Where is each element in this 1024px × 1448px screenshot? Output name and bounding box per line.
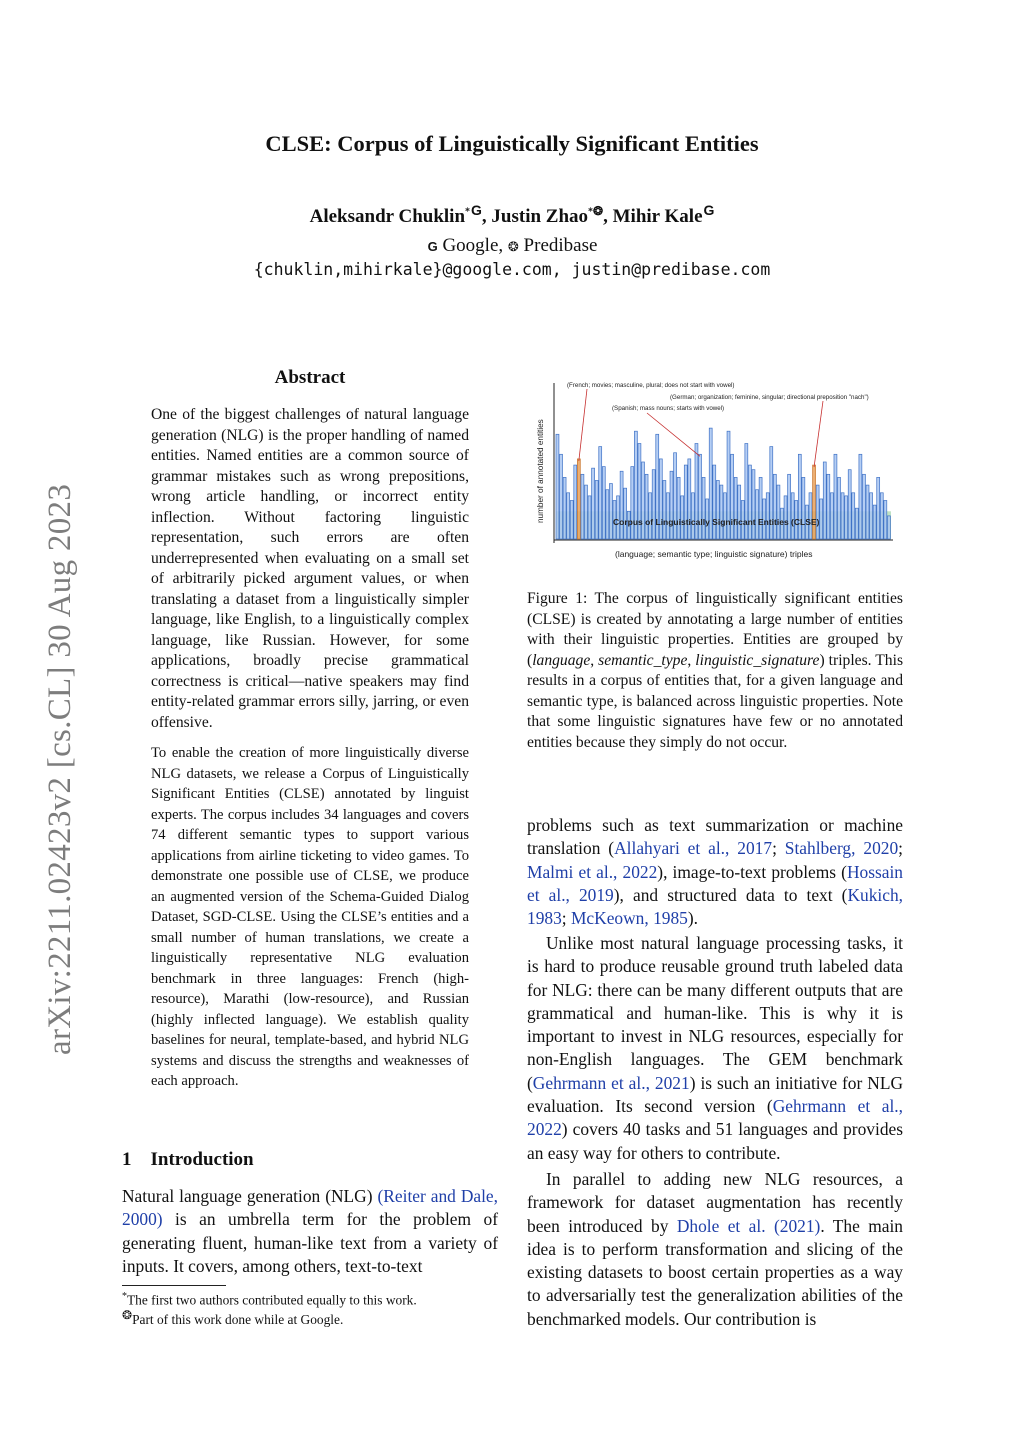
bar <box>841 493 844 539</box>
footnote-text: The first two authors contributed equally to this work. <box>127 1292 417 1308</box>
bar <box>663 480 666 539</box>
y-axis-label: number of annotated entities <box>536 419 545 523</box>
bar <box>691 493 694 539</box>
bar <box>759 477 762 539</box>
author-name: Aleksandr Chuklin <box>309 206 466 227</box>
bar <box>748 465 751 539</box>
text-run: In parallel to adding new NLG resources, a framework for dataset augmentation has recently been introduced by <box>527 1169 903 1236</box>
equal-contribution-mark: * <box>588 206 594 218</box>
text-run: problems such as text summarization or machine translation ( <box>527 815 903 859</box>
bar <box>624 488 627 539</box>
bar <box>870 493 873 539</box>
bar <box>823 462 826 539</box>
text-run: ; <box>772 838 785 859</box>
bar <box>649 493 652 539</box>
bar <box>702 477 705 539</box>
bar <box>581 474 584 539</box>
clse-bar-chart <box>527 375 903 565</box>
bar <box>788 474 791 539</box>
annotation-leader-line <box>814 401 823 467</box>
bar <box>677 477 680 539</box>
bar <box>791 493 794 539</box>
equal-contribution-mark: * <box>465 206 471 218</box>
bar <box>887 516 890 539</box>
bar <box>809 493 812 539</box>
bar <box>570 501 573 540</box>
bar <box>777 485 780 539</box>
bar <box>716 480 719 539</box>
bar <box>838 477 841 539</box>
bar <box>859 454 862 539</box>
text-run: is an umbrella term for the problem of generating fluent, human-like text from a variety of inputs. It covers, among others, text-to-text <box>122 1209 498 1276</box>
footnote <box>122 1291 502 1308</box>
bar <box>862 474 865 539</box>
text-run: ), and structured data to text ( <box>613 884 848 905</box>
text-run: ; <box>898 838 904 859</box>
annotation-label: (French; movies; masculine, plural; does not start with vowel) <box>567 382 735 389</box>
bar <box>766 493 769 539</box>
bar <box>720 485 723 539</box>
citation-link[interactable]: Kukich, 1983 <box>527 884 903 929</box>
annotation-leader-line <box>647 413 700 456</box>
bar <box>756 490 759 539</box>
author-separator: , <box>481 206 492 227</box>
citation-link[interactable]: Gehrmann et al., 2021 <box>532 1072 690 1093</box>
author-name: Mihir Kale <box>612 206 703 227</box>
figure-1 <box>527 375 903 565</box>
paper-title: CLSE: Corpus of Linguistically Significant Entities <box>265 131 759 156</box>
bar <box>556 434 559 539</box>
author-emails: {chuklin,mihirkale}@google.com, justin@predibase.com <box>253 260 771 279</box>
abstract-heading: Abstract <box>274 367 346 388</box>
citation-link[interactable]: Malmi et al., 2022 <box>527 861 658 882</box>
bar <box>713 465 716 539</box>
body-paragraph <box>527 932 903 1165</box>
abstract-paragraph: One of the biggest challenges of natural language generation (NLG) is the proper handling of named entities. Named entities are a common source of grammar mistakes such as wrong prepositions, wrong article handling, or incorrect entity inflection. Without factoring linguistic representation, such errors are often underrepresented when evaluating on a small set of arbitrarily picked argument values, or when translating a dataset from a linguistically simpler language, like English, to a linguistically complex language, like Russian. However, for some applications, broadly precise grammatical correctness is critical—native speakers may find entity-related grammar errors silly, jarring, or even offensive. <box>151 406 469 731</box>
bar <box>620 471 623 539</box>
bar <box>670 471 673 539</box>
bar <box>599 447 602 539</box>
math-term: language <box>532 651 591 669</box>
bar <box>827 474 830 539</box>
bar <box>830 493 833 539</box>
text-run: ) triples. This results in a corpus of entities that, for a given language and semantic type, is balanced across linguistic properties. Note that some linguistic signatures have few or no annotated entities because they simply do not occur. <box>527 651 904 751</box>
bar <box>816 485 819 539</box>
bar <box>773 474 776 539</box>
bar <box>595 480 598 539</box>
text-run: ). <box>687 908 698 929</box>
bar <box>802 477 805 539</box>
bar <box>855 508 858 539</box>
footnote-text: Part of this work done while at Google. <box>132 1312 344 1327</box>
citation-link[interactable]: (Reiter and Dale, 2000) <box>122 1186 498 1230</box>
annotation-label: (German; organization; feminine, singular; directional preposition "nach") <box>670 394 869 401</box>
bar <box>752 470 755 539</box>
caption-label: Figure 1: <box>527 590 588 607</box>
arxiv-identifier: arXiv:2211.02423v2 [cs.CL] 30 Aug 2023 <box>42 483 78 1055</box>
bar <box>592 468 595 539</box>
bar <box>642 462 645 539</box>
annotation-label: (Spanish; mass nouns; starts with vowel) <box>612 405 725 412</box>
text-run: Natural language generation (NLG) <box>122 1186 378 1206</box>
bar <box>567 493 570 539</box>
bar <box>609 484 612 539</box>
bar <box>606 490 609 539</box>
section-title: Introduction <box>150 1149 254 1170</box>
x-axis-label: (language; semantic type; linguistic signature) triples <box>615 549 813 559</box>
text-run: ) is such an initiative for NLG evaluation. Its second version ( <box>527 1072 904 1117</box>
bar <box>645 474 648 539</box>
text-run: ; <box>561 908 571 929</box>
text-run: The corpus of linguistically significant entities (CLSE) is created by annotating a large number of entities with their linguistic properties. Entities are grouped by ( <box>527 590 903 669</box>
bar <box>602 467 605 539</box>
bar <box>724 493 727 539</box>
bar <box>652 470 655 539</box>
bar <box>585 485 588 539</box>
citation-link[interactable]: McKeown, 1985 <box>570 908 688 929</box>
bar <box>588 496 591 539</box>
highlighted-bar <box>813 465 816 539</box>
author-list: Aleksandr Chuklin*G, Justin Zhao*❂, Mihir KaleG <box>309 201 715 227</box>
citation-link[interactable]: Hossain et al., 2019 <box>527 861 904 905</box>
text-run: . The main idea is to perform transformation and slicing of the existing datasets to boost certain properties as a way to adversarially test the generalization abilities of the benchmarked models. Our contribution is <box>527 1215 903 1329</box>
affiliation-google: Google <box>442 235 499 256</box>
affiliations: G Google, ❂ Predibase <box>427 235 598 256</box>
intro-paragraph <box>122 1185 498 1278</box>
highlighted-bar <box>577 459 580 539</box>
bar <box>852 493 855 539</box>
bar <box>845 496 848 539</box>
bar <box>820 499 823 539</box>
footnote: ❂Part of this work done while at Google. <box>122 1307 344 1327</box>
text-run: , <box>687 651 696 669</box>
author-name: Justin Zhao <box>491 206 589 227</box>
math-term: semantic_type <box>598 651 688 669</box>
bar <box>734 477 737 539</box>
section-heading <box>122 1149 254 1171</box>
body-paragraph <box>527 1168 903 1331</box>
abstract-paragraph: To enable the creation of more linguistically diverse NLG datasets, we release a Corpus of Linguistically Significant Entities (CLSE) annotated by linguist experts. The corpus includes 34 languages and covers 74 different semantic types to support various applications from airline ticketing to video games. To demonstrate one possible use of CLSE, we produce an augmented version of the Schema-Guided Dialog Dataset, SGD-CLSE. Using the CLSE’s entities and a small number of human translations, we create a linguistically representative NLG evaluation benchmark in three languages: French (high-resource), Marathi (low-resource), and Russian (highly inflected language). We establish quality baselines for neural, template-based, and hybrid NLG systems and discuss the strengths and weaknesses of each approach. <box>151 745 469 1089</box>
annotation-leader-line <box>579 389 587 461</box>
section-number: 1 <box>122 1149 132 1170</box>
bar <box>666 493 669 539</box>
bar <box>563 477 566 539</box>
citation-link[interactable]: Dhole et al. (2021) <box>676 1215 821 1236</box>
citation-link[interactable]: Stahlberg, 2020 <box>784 838 899 859</box>
bar <box>738 485 741 539</box>
bar <box>574 465 577 539</box>
bar <box>866 485 869 539</box>
citation-link[interactable]: Allahyari et al., 2017 <box>614 838 773 859</box>
chart-title: Corpus of Linguistically Significant Entities (CLSE) <box>613 517 820 527</box>
bar <box>560 454 563 539</box>
bar <box>834 454 837 539</box>
citation-link[interactable]: Gehrmann et al., 2022 <box>527 1096 903 1140</box>
bar <box>884 501 887 540</box>
bar <box>880 493 883 539</box>
text-run: ), image-to-text problems ( <box>657 861 847 882</box>
bar <box>873 505 876 539</box>
bar <box>877 477 880 539</box>
math-term: linguistic_signature <box>695 651 820 669</box>
text-run: , <box>590 651 599 669</box>
footnote-rule <box>122 1285 226 1286</box>
affiliation-predibase: Predibase <box>523 235 598 256</box>
bar <box>848 470 851 539</box>
text-run: ) covers 40 tasks and 51 languages and provides an easy way for others to contribute. <box>527 1119 903 1163</box>
text-run: Unlike most natural language processing tasks, it is hard to produce reusable ground truth labeled data for NLG: there can be many different outputs that are grammatical and human-like. This is why it is important to invest in NLG resources, especially for non-English languages. The GEM benchmark ( <box>527 933 903 1093</box>
body-paragraph <box>527 814 903 930</box>
bar <box>631 467 634 539</box>
figure-caption <box>527 589 903 753</box>
bar <box>684 465 687 539</box>
footnote-mark: * <box>122 1291 127 1302</box>
author-separator: , <box>603 206 613 227</box>
